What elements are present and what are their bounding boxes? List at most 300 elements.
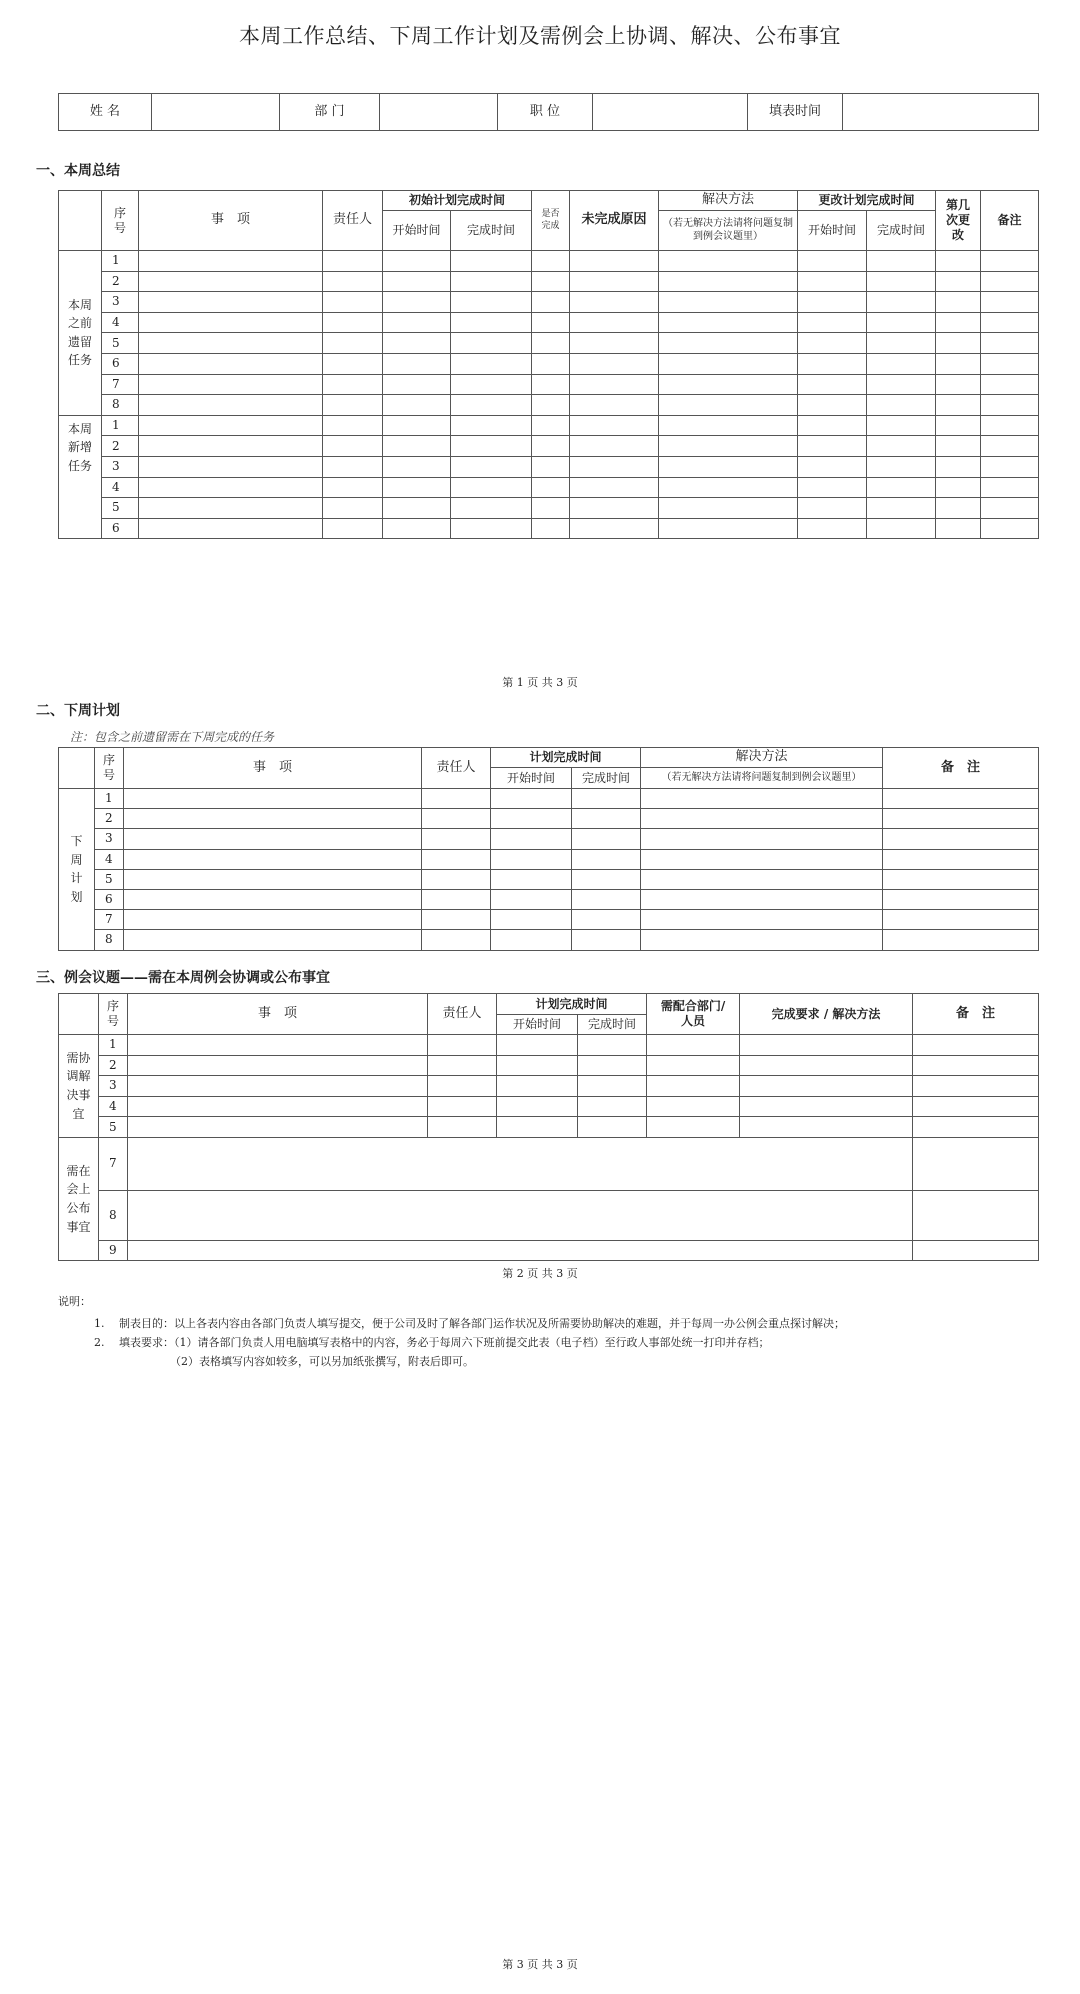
- table-cell[interactable]: [572, 789, 641, 809]
- table-cell[interactable]: [497, 1055, 578, 1076]
- table-cell[interactable]: [451, 395, 532, 416]
- table-cell[interactable]: [936, 518, 981, 539]
- table-cell[interactable]: [740, 1117, 913, 1138]
- table-cell[interactable]: [451, 292, 532, 313]
- table-cell[interactable]: [798, 415, 867, 436]
- table-cell[interactable]: [422, 869, 491, 889]
- table-cell[interactable]: [124, 849, 422, 869]
- table-cell[interactable]: [451, 333, 532, 354]
- table-cell[interactable]: [451, 518, 532, 539]
- solution-note: （若无解决方法请将问题复制到例会议题里）: [659, 211, 798, 251]
- table-cell[interactable]: [981, 292, 1039, 313]
- table-cell[interactable]: [128, 1055, 428, 1076]
- table-cell[interactable]: [532, 477, 570, 498]
- table-row: [59, 869, 1039, 889]
- table-cell[interactable]: [867, 395, 936, 416]
- table-cell[interactable]: [570, 333, 659, 354]
- table-cell[interactable]: [936, 395, 981, 416]
- table-cell[interactable]: [139, 395, 323, 416]
- table-cell[interactable]: [532, 251, 570, 272]
- table-cell[interactable]: [323, 415, 383, 436]
- table-cell[interactable]: [383, 353, 451, 374]
- table-cell[interactable]: [578, 1055, 647, 1076]
- table-cell[interactable]: [491, 869, 572, 889]
- table-cell[interactable]: [798, 498, 867, 519]
- table-cell[interactable]: [451, 312, 532, 333]
- table-cell[interactable]: [647, 1096, 740, 1117]
- table-cell[interactable]: [570, 436, 659, 457]
- table-cell[interactable]: [139, 333, 323, 354]
- table-cell[interactable]: [867, 456, 936, 477]
- table-row: [59, 415, 1039, 436]
- table-cell[interactable]: [936, 292, 981, 313]
- table-cell[interactable]: [798, 251, 867, 272]
- table-cell[interactable]: [451, 353, 532, 374]
- table-cell[interactable]: [491, 809, 572, 829]
- table-cell[interactable]: [981, 312, 1039, 333]
- table-cell[interactable]: [139, 477, 323, 498]
- table-cell[interactable]: [491, 789, 572, 809]
- table-cell[interactable]: [659, 333, 798, 354]
- table-cell[interactable]: [798, 312, 867, 333]
- table-cell[interactable]: [798, 333, 867, 354]
- table-cell[interactable]: [867, 477, 936, 498]
- table-cell[interactable]: [124, 910, 422, 930]
- row-number: 6: [102, 518, 139, 539]
- table-cell[interactable]: [981, 456, 1039, 477]
- table-cell[interactable]: [383, 456, 451, 477]
- table-cell[interactable]: [936, 353, 981, 374]
- table-cell[interactable]: [422, 829, 491, 849]
- table-cell[interactable]: [323, 395, 383, 416]
- page-number-2: 第 2 页 共 3 页: [502, 1267, 578, 1280]
- table-cell[interactable]: [936, 415, 981, 436]
- table-cell[interactable]: [139, 456, 323, 477]
- table-cell[interactable]: [128, 1137, 913, 1190]
- table-cell[interactable]: [422, 889, 491, 909]
- plan-header: 计划完成时间: [497, 994, 647, 1015]
- table-cell[interactable]: [659, 518, 798, 539]
- group-label-new-tasks: 本周 新增 任务: [59, 415, 102, 539]
- table-cell[interactable]: [128, 1035, 428, 1056]
- table-cell[interactable]: [740, 1055, 913, 1076]
- table-cell[interactable]: [532, 333, 570, 354]
- table-cell[interactable]: [647, 1076, 740, 1097]
- table-row: [59, 930, 1039, 950]
- table-cell[interactable]: [936, 251, 981, 272]
- table-cell[interactable]: [422, 930, 491, 950]
- table-cell[interactable]: [570, 374, 659, 395]
- initial-plan-header: 初始计划完成时间: [383, 191, 532, 211]
- table-cell[interactable]: [578, 1117, 647, 1138]
- table-cell[interactable]: [139, 498, 323, 519]
- table-cell[interactable]: [572, 889, 641, 909]
- table-cell[interactable]: [139, 251, 323, 272]
- table-cell[interactable]: [659, 395, 798, 416]
- table-cell[interactable]: [981, 498, 1039, 519]
- table-cell[interactable]: [867, 251, 936, 272]
- table-cell[interactable]: [659, 292, 798, 313]
- next-week-table: [58, 747, 1039, 951]
- table-cell[interactable]: [647, 1055, 740, 1076]
- group-label-coordinate: 需协 调解 决事 宜: [59, 1035, 99, 1138]
- table-cell[interactable]: [659, 271, 798, 292]
- table-cell[interactable]: [428, 1117, 497, 1138]
- row-number: 5: [95, 869, 124, 889]
- table-row: [59, 849, 1039, 869]
- solution-header: 解决方法: [641, 748, 883, 768]
- table-cell[interactable]: [981, 518, 1039, 539]
- table-cell[interactable]: [883, 849, 1039, 869]
- table-cell[interactable]: [572, 829, 641, 849]
- table-row: [59, 477, 1039, 498]
- table-cell[interactable]: [383, 518, 451, 539]
- table-cell[interactable]: [451, 456, 532, 477]
- table-cell[interactable]: [422, 910, 491, 930]
- table-cell[interactable]: [641, 869, 883, 889]
- table-cell[interactable]: [383, 436, 451, 457]
- done-header: 是否 完成: [532, 191, 570, 251]
- table-row: [59, 498, 1039, 519]
- row-number: 3: [102, 292, 139, 313]
- item-header: 事 项: [124, 748, 422, 789]
- table-cell[interactable]: [641, 849, 883, 869]
- table-cell[interactable]: [798, 292, 867, 313]
- table-row: [59, 829, 1039, 849]
- table-cell[interactable]: [323, 498, 383, 519]
- table-cell[interactable]: [451, 415, 532, 436]
- table-cell[interactable]: [659, 456, 798, 477]
- table-cell[interactable]: [883, 809, 1039, 829]
- table-cell[interactable]: [491, 849, 572, 869]
- group-header-blank: [59, 994, 99, 1035]
- table-cell[interactable]: [139, 436, 323, 457]
- table-cell[interactable]: [491, 829, 572, 849]
- row-number: 3: [99, 1076, 128, 1097]
- table-row: [59, 1035, 1039, 1056]
- summary-table: [58, 190, 1039, 539]
- table-cell[interactable]: [323, 456, 383, 477]
- start-header: 开始时间: [491, 768, 572, 789]
- table-cell[interactable]: [981, 353, 1039, 374]
- name-field[interactable]: [152, 94, 280, 131]
- table-cell[interactable]: [981, 436, 1039, 457]
- table-cell[interactable]: [659, 312, 798, 333]
- finish-header: 完成时间: [451, 211, 532, 251]
- table-cell[interactable]: [867, 436, 936, 457]
- owner-header: 责任人: [428, 994, 497, 1035]
- table-row: [59, 889, 1039, 909]
- table-cell[interactable]: [124, 889, 422, 909]
- table-cell[interactable]: [883, 829, 1039, 849]
- table-cell[interactable]: [641, 930, 883, 950]
- table-cell[interactable]: [383, 333, 451, 354]
- owner-header: 责任人: [323, 191, 383, 251]
- table-cell[interactable]: [740, 1076, 913, 1097]
- page-title: 本周工作总结、下周工作计划及需例会上协调、解决、公布事宜: [239, 24, 841, 48]
- table-cell[interactable]: [981, 477, 1039, 498]
- table-cell[interactable]: [124, 930, 422, 950]
- row-number: 2: [99, 1055, 128, 1076]
- position-field[interactable]: [593, 94, 748, 131]
- table-cell[interactable]: [659, 374, 798, 395]
- table-cell[interactable]: [641, 789, 883, 809]
- table-cell[interactable]: [936, 333, 981, 354]
- table-row: [59, 292, 1039, 313]
- table-cell[interactable]: [913, 1035, 1039, 1056]
- changed-start-header: 开始时间: [798, 211, 867, 251]
- table-cell[interactable]: [572, 809, 641, 829]
- table-cell[interactable]: [383, 374, 451, 395]
- table-cell[interactable]: [451, 271, 532, 292]
- table-cell[interactable]: [981, 374, 1039, 395]
- table-cell[interactable]: [323, 251, 383, 272]
- table-cell[interactable]: [936, 498, 981, 519]
- table-cell[interactable]: [936, 271, 981, 292]
- row-number: 6: [95, 889, 124, 909]
- row-number: 5: [102, 333, 139, 354]
- dept-field[interactable]: [380, 94, 498, 131]
- table-cell[interactable]: [422, 849, 491, 869]
- table-cell[interactable]: [798, 436, 867, 457]
- table-cell[interactable]: [532, 292, 570, 313]
- table-cell[interactable]: [497, 1096, 578, 1117]
- table-cell[interactable]: [867, 292, 936, 313]
- table-cell[interactable]: [451, 251, 532, 272]
- table-cell[interactable]: [659, 251, 798, 272]
- row-number: 4: [99, 1096, 128, 1117]
- owner-header: 责任人: [422, 748, 491, 789]
- table-cell[interactable]: [798, 477, 867, 498]
- table-cell[interactable]: [572, 869, 641, 889]
- table-cell[interactable]: [659, 415, 798, 436]
- table-cell[interactable]: [572, 930, 641, 950]
- table-row: [59, 1190, 1039, 1240]
- table-cell[interactable]: [570, 456, 659, 477]
- change-count-header: 第几 次更 改: [936, 191, 981, 251]
- table-cell[interactable]: [323, 333, 383, 354]
- table-cell[interactable]: [798, 374, 867, 395]
- table-cell[interactable]: [532, 518, 570, 539]
- table-cell[interactable]: [497, 1076, 578, 1097]
- table-cell[interactable]: [641, 910, 883, 930]
- table-cell[interactable]: [383, 395, 451, 416]
- table-cell[interactable]: [913, 1190, 1039, 1240]
- table-cell[interactable]: [798, 456, 867, 477]
- table-cell[interactable]: [659, 498, 798, 519]
- group-header-blank: [59, 191, 102, 251]
- table-cell[interactable]: [451, 498, 532, 519]
- table-cell[interactable]: [428, 1055, 497, 1076]
- table-cell[interactable]: [139, 518, 323, 539]
- table-cell[interactable]: [641, 809, 883, 829]
- table-cell[interactable]: [139, 271, 323, 292]
- table-cell[interactable]: [383, 498, 451, 519]
- table-cell[interactable]: [383, 292, 451, 313]
- table-cell[interactable]: [497, 1035, 578, 1056]
- row-number: 7: [102, 374, 139, 395]
- table-cell[interactable]: [981, 395, 1039, 416]
- table-cell[interactable]: [128, 1117, 428, 1138]
- table-cell[interactable]: [491, 910, 572, 930]
- table-cell[interactable]: [532, 436, 570, 457]
- table-cell[interactable]: [128, 1096, 428, 1117]
- table-cell[interactable]: [323, 312, 383, 333]
- table-cell[interactable]: [124, 829, 422, 849]
- table-cell[interactable]: [497, 1117, 578, 1138]
- table-cell[interactable]: [981, 271, 1039, 292]
- table-cell[interactable]: [422, 789, 491, 809]
- row-number: 5: [99, 1117, 128, 1138]
- table-cell[interactable]: [451, 374, 532, 395]
- position-label: 职 位: [498, 94, 593, 131]
- table-cell[interactable]: [532, 271, 570, 292]
- table-cell[interactable]: [323, 292, 383, 313]
- table-cell[interactable]: [981, 415, 1039, 436]
- table-cell[interactable]: [867, 353, 936, 374]
- table-cell[interactable]: [641, 889, 883, 909]
- table-cell[interactable]: [323, 477, 383, 498]
- table-cell[interactable]: [936, 374, 981, 395]
- table-cell[interactable]: [647, 1035, 740, 1056]
- table-cell[interactable]: [883, 889, 1039, 909]
- table-cell[interactable]: [913, 1076, 1039, 1097]
- seq-header: 序 号: [102, 191, 139, 251]
- table-cell[interactable]: [798, 395, 867, 416]
- table-cell[interactable]: [451, 436, 532, 457]
- table-cell[interactable]: [740, 1096, 913, 1117]
- table-cell[interactable]: [139, 292, 323, 313]
- table-row: [59, 1137, 1039, 1190]
- table-cell[interactable]: [913, 1055, 1039, 1076]
- table-cell[interactable]: [798, 518, 867, 539]
- table-cell[interactable]: [532, 456, 570, 477]
- table-cell[interactable]: [491, 930, 572, 950]
- table-cell[interactable]: [883, 869, 1039, 889]
- table-cell[interactable]: [428, 1035, 497, 1056]
- requirement-header: 完成要求 / 解决方法: [740, 994, 913, 1035]
- table-cell[interactable]: [383, 415, 451, 436]
- table-cell[interactable]: [798, 271, 867, 292]
- table-cell[interactable]: [570, 498, 659, 519]
- table-cell[interactable]: [323, 271, 383, 292]
- table-cell[interactable]: [913, 1096, 1039, 1117]
- table-cell[interactable]: [532, 353, 570, 374]
- table-cell[interactable]: [451, 477, 532, 498]
- table-cell[interactable]: [740, 1035, 913, 1056]
- table-cell[interactable]: [883, 910, 1039, 930]
- table-cell[interactable]: [532, 395, 570, 416]
- table-cell[interactable]: [867, 333, 936, 354]
- table-cell[interactable]: [913, 1137, 1039, 1190]
- table-cell[interactable]: [570, 395, 659, 416]
- table-cell[interactable]: [867, 518, 936, 539]
- table-cell[interactable]: [570, 353, 659, 374]
- table-cell[interactable]: [570, 415, 659, 436]
- table-cell[interactable]: [532, 374, 570, 395]
- table-cell[interactable]: [572, 849, 641, 869]
- table-cell[interactable]: [936, 477, 981, 498]
- table-cell[interactable]: [883, 789, 1039, 809]
- table-cell[interactable]: [936, 436, 981, 457]
- table-cell[interactable]: [570, 292, 659, 313]
- table-cell[interactable]: [913, 1240, 1039, 1260]
- table-cell[interactable]: [578, 1076, 647, 1097]
- table-cell[interactable]: [383, 251, 451, 272]
- table-cell[interactable]: [570, 477, 659, 498]
- table-cell[interactable]: [124, 869, 422, 889]
- table-cell[interactable]: [323, 518, 383, 539]
- table-cell[interactable]: [383, 271, 451, 292]
- table-cell[interactable]: [383, 312, 451, 333]
- table-cell[interactable]: [128, 1076, 428, 1097]
- table-row: [59, 353, 1039, 374]
- table-cell[interactable]: [139, 415, 323, 436]
- table-cell[interactable]: [128, 1240, 913, 1260]
- table-cell[interactable]: [570, 312, 659, 333]
- table-cell[interactable]: [883, 930, 1039, 950]
- table-cell[interactable]: [798, 353, 867, 374]
- table-cell[interactable]: [323, 353, 383, 374]
- table-cell[interactable]: [572, 910, 641, 930]
- table-cell[interactable]: [532, 415, 570, 436]
- row-number: 4: [102, 477, 139, 498]
- row-number: 7: [99, 1137, 128, 1190]
- table-cell[interactable]: [323, 436, 383, 457]
- row-number: 2: [102, 436, 139, 457]
- meeting-topics-table: [58, 993, 1039, 1261]
- table-cell[interactable]: [428, 1096, 497, 1117]
- table-cell[interactable]: [139, 353, 323, 374]
- table-cell[interactable]: [570, 518, 659, 539]
- table-cell[interactable]: [428, 1076, 497, 1097]
- table-cell[interactable]: [647, 1117, 740, 1138]
- table-cell[interactable]: [124, 789, 422, 809]
- table-cell[interactable]: [641, 829, 883, 849]
- table-cell[interactable]: [936, 456, 981, 477]
- table-cell[interactable]: [981, 251, 1039, 272]
- table-cell[interactable]: [323, 374, 383, 395]
- table-cell[interactable]: [532, 498, 570, 519]
- table-cell[interactable]: [422, 809, 491, 829]
- table-cell[interactable]: [981, 333, 1039, 354]
- table-cell[interactable]: [659, 353, 798, 374]
- table-cell[interactable]: [867, 498, 936, 519]
- table-cell[interactable]: [570, 271, 659, 292]
- table-cell[interactable]: [124, 809, 422, 829]
- table-cell[interactable]: [139, 374, 323, 395]
- row-number: 5: [102, 498, 139, 519]
- table-cell[interactable]: [128, 1190, 913, 1240]
- table-cell[interactable]: [867, 415, 936, 436]
- table-cell[interactable]: [867, 271, 936, 292]
- table-cell[interactable]: [578, 1096, 647, 1117]
- table-cell[interactable]: [383, 477, 451, 498]
- table-cell[interactable]: [936, 312, 981, 333]
- table-cell[interactable]: [867, 312, 936, 333]
- table-cell[interactable]: [913, 1117, 1039, 1138]
- table-cell[interactable]: [570, 251, 659, 272]
- date-field[interactable]: [843, 94, 1039, 131]
- table-cell[interactable]: [491, 889, 572, 909]
- remark-header: 备 注: [913, 994, 1039, 1035]
- table-cell[interactable]: [578, 1035, 647, 1056]
- table-cell[interactable]: [867, 374, 936, 395]
- table-cell[interactable]: [139, 312, 323, 333]
- table-cell[interactable]: [659, 477, 798, 498]
- table-cell[interactable]: [532, 312, 570, 333]
- table-cell[interactable]: [659, 436, 798, 457]
